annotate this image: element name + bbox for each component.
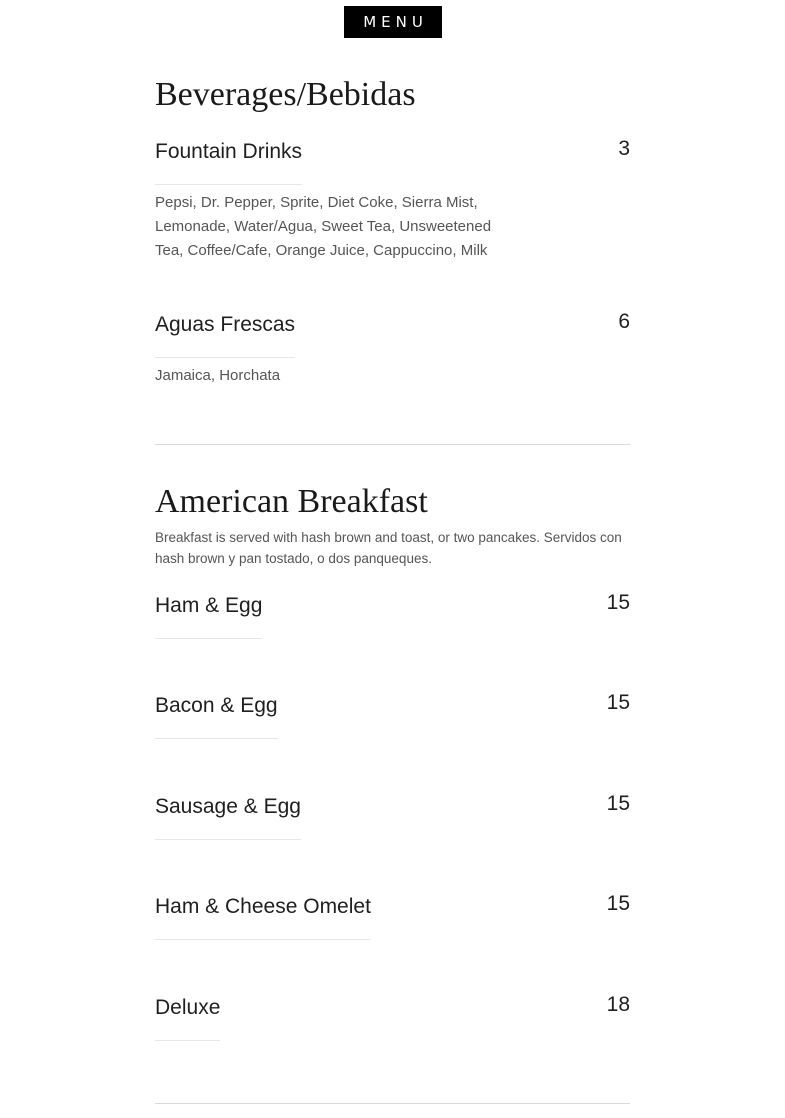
item-price: 6 — [618, 310, 630, 333]
item-price: 15 — [606, 691, 630, 714]
item-price: 15 — [606, 792, 630, 815]
item-price: 15 — [606, 591, 630, 614]
section-title-beverages: Beverages/Bebidas — [155, 76, 416, 113]
item-price: 15 — [606, 892, 630, 915]
menu-button[interactable]: MENU — [344, 6, 442, 38]
item-name: Aguas Frescas — [155, 313, 295, 358]
item-name: Bacon & Egg — [155, 694, 278, 739]
section-divider — [155, 444, 630, 445]
item-description: Pepsi, Dr. Pepper, Sprite, Diet Coke, Sierra Mist, Lemonade, Water/Agua, Sweet Tea, Unsweetened Tea, Coffee/Cafe, Orange Juice, Cappuccino, Milk — [155, 194, 492, 259]
section-title-american-breakfast: American Breakfast — [155, 483, 428, 520]
item-name: Ham & Cheese Omelet — [155, 895, 371, 940]
item-description: Jamaica, Horchata — [155, 367, 281, 384]
item-price: 18 — [606, 993, 630, 1016]
section-divider — [155, 1103, 630, 1104]
item-price: 3 — [618, 137, 630, 160]
item-name: Deluxe — [155, 996, 220, 1041]
section-note: Breakfast is served with hash brown and toast, or two pancakes. Servidos con hash brown y pan tostado, o dos panqueques. — [155, 530, 622, 566]
item-name: Fountain Drinks — [155, 140, 302, 185]
item-name: Ham & Egg — [155, 594, 262, 639]
item-name: Sausage & Egg — [155, 795, 301, 840]
